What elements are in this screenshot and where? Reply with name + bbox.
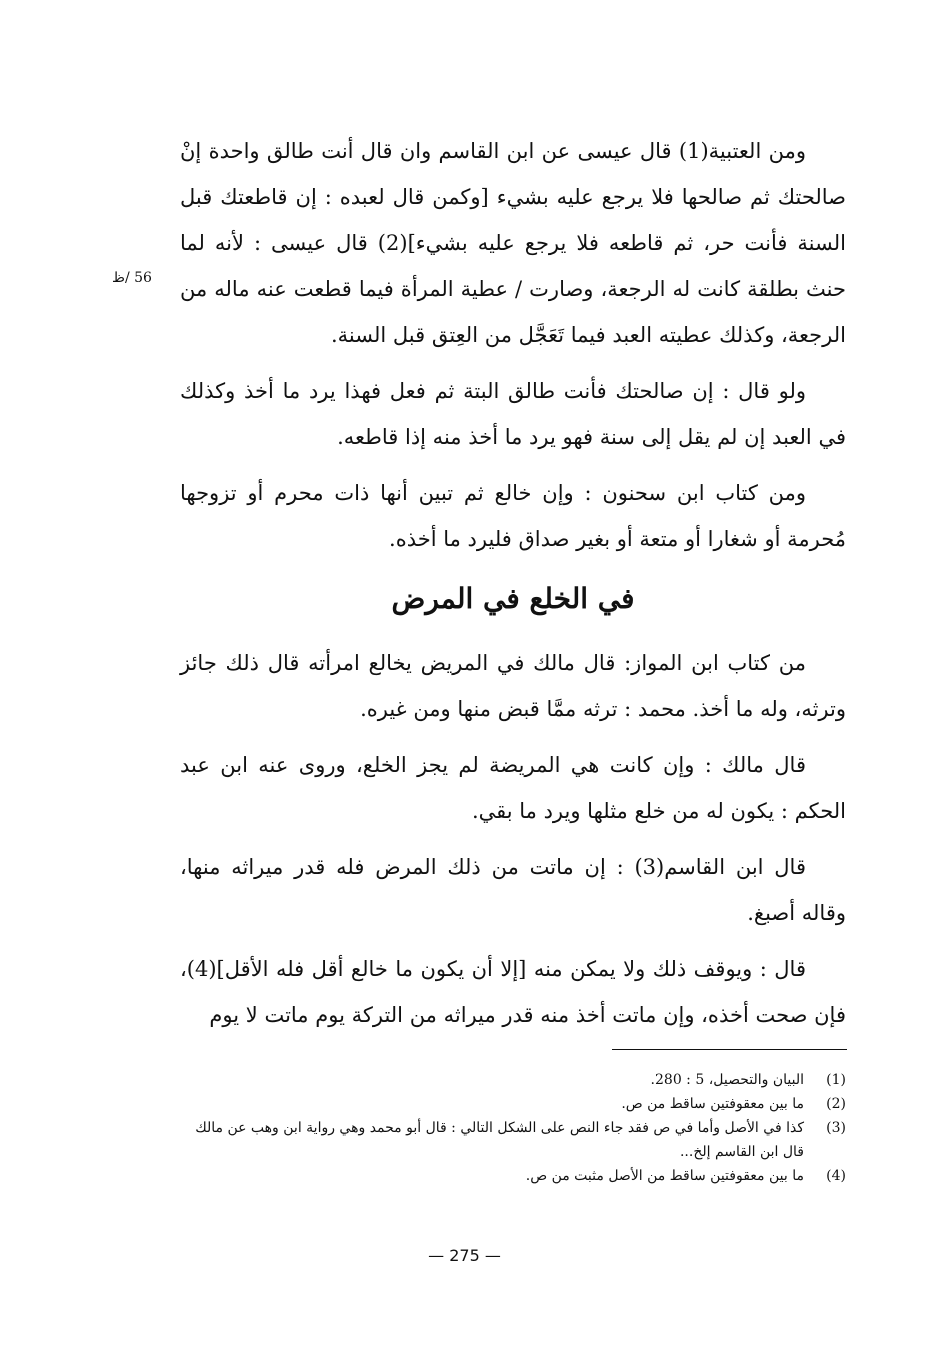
footnote xyxy=(180,1068,846,1092)
top-text-block xyxy=(180,128,846,572)
footnote-text: ما بين معقوفتين ساقط من ص. xyxy=(621,1096,804,1112)
bottom-text-block xyxy=(180,640,846,1048)
footnote-number: (4) xyxy=(826,1168,846,1184)
footnote xyxy=(180,1092,846,1116)
footnote-text: ما بين معقوفتين ساقط من الأصل مثبت من ص. xyxy=(525,1168,804,1184)
footnote-number: (1) xyxy=(826,1072,846,1088)
page-number: — 275 — xyxy=(428,1246,501,1265)
footnote-separator xyxy=(612,1049,847,1050)
paragraph: قال : ويوقف ذلك ولا يمكن منه [إلا أن يكون ما خالع أقل فله الأقل](4)، فإن صحت أخذه، وإن ماتت أخذ منه قدر ميراثه من التركة يوم ماتت لا يوم xyxy=(180,957,846,1027)
paragraph: ولو قال : إن صالحتك فأنت طالق البتة ثم فعل فهذا يرد ما أخذ وكذلك في العبد إن لم يقل إلى سنة فهو يرد ما أخذ منه إذا قاطعه. xyxy=(180,379,846,449)
footnote xyxy=(180,1116,846,1164)
paragraph: من كتاب ابن المواز: قال مالك في المريض يخالع امرأته قال ذلك جائز وترثه، وله ما أخذ. محمد : ترثه ممَّا قبض منها ومن غيره. xyxy=(180,651,846,721)
footnote xyxy=(180,1164,846,1188)
section-heading: في الخلع في المرض xyxy=(391,582,635,615)
manuscript-folio-note: 56 /ظ xyxy=(112,270,152,286)
footnote-number: (3) xyxy=(826,1120,846,1136)
footnotes xyxy=(180,1068,846,1188)
footnote-text: كذا في الأصل وأما في ص فقد جاء النص على الشكل التالي : قال أبو محمد وهي رواية ابن وهب عن مالك قال ابن القاسم إلخ... xyxy=(195,1120,804,1160)
paragraph: ومن كتاب ابن سحنون : وإن خالع ثم تبين أنها ذات محرم أو تزوجها مُحرمة أو شغارا أو متعة أو بغير صداق فليرد ما أخذه. xyxy=(180,481,846,551)
footnote-number: (2) xyxy=(826,1096,846,1112)
paragraph: ومن العتبية(1) قال عيسى عن ابن القاسم وان قال أنت طالق واحدة إنْ صالحتك ثم صالحها فلا يرجع عليه بشيء [وكمن قال لعبده : إن قاطعتك قبل السنة فأنت حر، ثم قاطعه فلا يرجع عليه بشيء](2) قال عيسى : لأنه لما حنث بطلقة كانت له الرجعة، وصارت / عطية المرأة فيما قطعت عنه ماله من الرجعة، وكذلك عطيته العبد فيما تَعَجَّل من العِتق قبل السنة. xyxy=(180,139,846,347)
footnote-text: البيان والتحصيل، 5 : 280. xyxy=(650,1072,804,1088)
paragraph: قال مالك : وإن كانت هي المريضة لم يجز الخلع، وروى عنه ابن عبد الحكم : يكون له من خلع مثلها ويرد ما بقي. xyxy=(180,753,846,823)
paragraph: قال ابن القاسم(3) : إن ماتت من ذلك المرض فله قدر ميراثه منها، وقاله أصبغ. xyxy=(180,855,846,925)
